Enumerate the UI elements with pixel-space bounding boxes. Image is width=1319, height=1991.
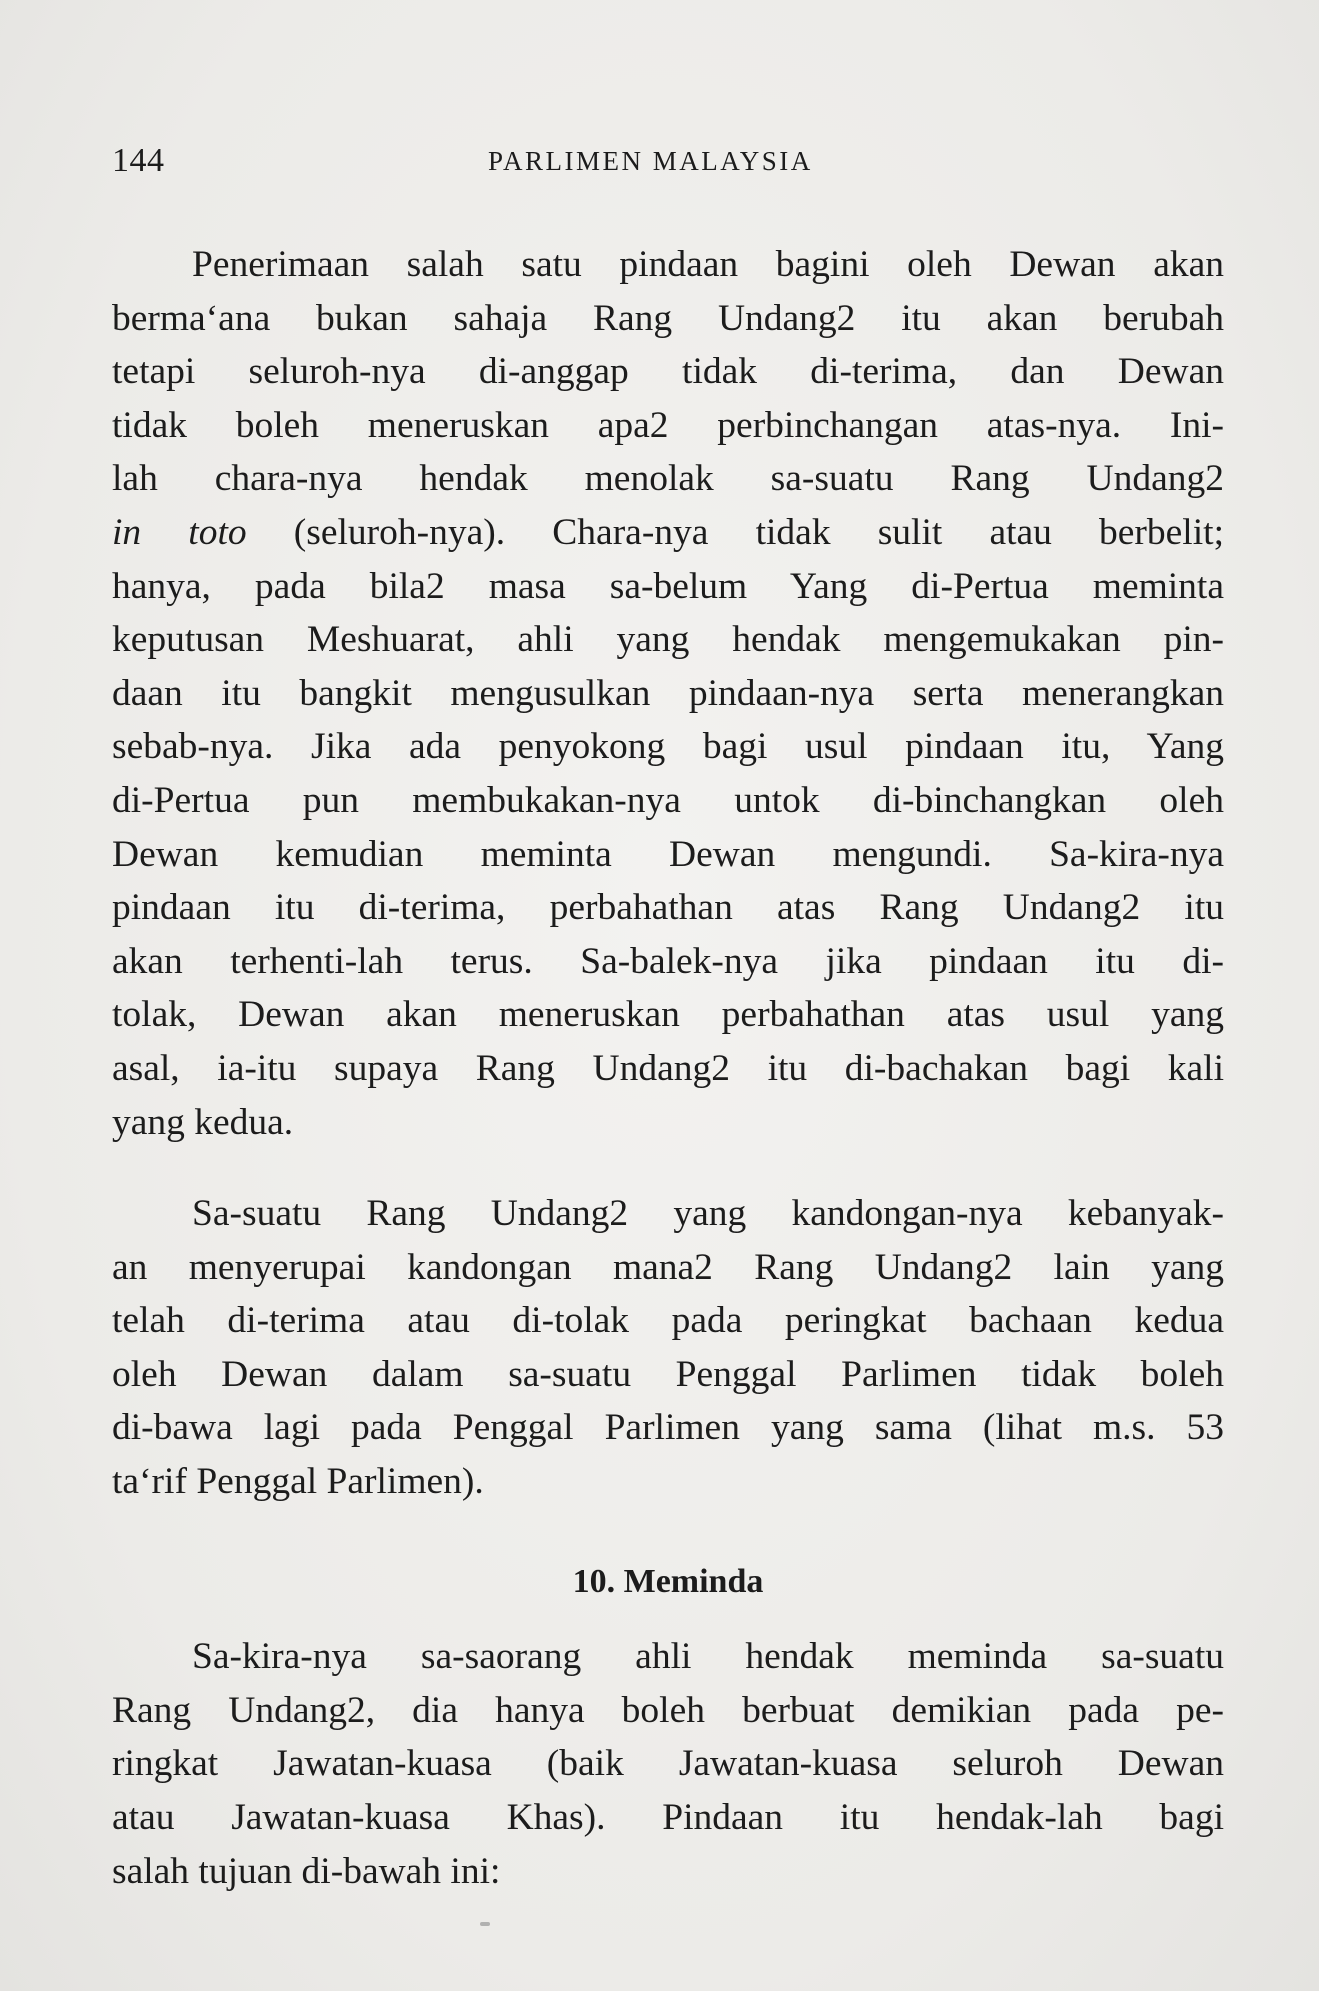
text-line: di-bawa lagi pada Penggal Parlimen yang sama (lihat m.s. 53 — [112, 1407, 1224, 1449]
text-line: keputusan Meshuarat, ahli yang hendak mengemukakan pin- — [112, 619, 1224, 661]
text-line: ta‘rif Penggal Parlimen). — [112, 1461, 484, 1503]
paragraph-3 — [112, 1630, 1224, 1898]
text-line: berma‘ana bukan sahaja Rang Undang2 itu akan berubah — [112, 297, 1224, 339]
text-line: hanya, pada bila2 masa sa-belum Yang di-Pertua meminta — [112, 565, 1224, 607]
paper-speck — [480, 1922, 490, 1926]
text-line: Sa-suatu Rang Undang2 yang kandongan-nya kebanyak- — [192, 1193, 1224, 1235]
text-line: lah chara-nya hendak menolak sa-suatu Rang Undang2 — [112, 458, 1224, 500]
italic-phrase: in toto — [112, 511, 247, 553]
text-line: oleh Dewan dalam sa-suatu Penggal Parlimen tidak boleh — [112, 1353, 1224, 1395]
text-line: Dewan kemudian meminta Dewan mengundi. Sa-kira-nya — [112, 833, 1224, 875]
text-line: Penerimaan salah satu pindaan bagini oleh Dewan akan — [192, 244, 1224, 285]
text-line: sebab-nya. Jika ada penyokong bagi usul pindaan itu, Yang — [112, 726, 1224, 768]
paragraph-2 — [112, 1187, 1224, 1509]
text-line: daan itu bangkit mengusulkan pindaan-nya serta menerangkan — [112, 672, 1224, 714]
text-line — [112, 506, 1224, 560]
section-heading: 10. Meminda — [572, 1562, 764, 1600]
heading-gap — [112, 1509, 1224, 1555]
text-line: telah di-terima atau di-tolak pada peringkat bachaan kedua — [112, 1300, 1224, 1342]
text-line: atau Jawatan-kuasa Khas). Pindaan itu hendak-lah bagi — [112, 1797, 1224, 1839]
text-line: salah tujuan di-bawah ini: — [112, 1850, 501, 1892]
text-line: yang kedua. — [112, 1101, 294, 1143]
text-line: tolak, Dewan akan meneruskan perbahathan atas usul yang — [112, 994, 1224, 1036]
text-line: asal, ia-itu supaya Rang Undang2 itu di-bachakan bagi kali — [112, 1047, 1224, 1089]
paragraph-gap — [112, 1149, 1224, 1187]
text-line: tidak boleh meneruskan apa2 perbinchangan atas-nya. Ini- — [112, 404, 1224, 446]
page-number: 144 — [112, 142, 165, 179]
text-line-rest: (seluroh-nya). Chara-nya tidak sulit atau berbelit; — [246, 511, 1224, 553]
text-line: pindaan itu di-terima, perbahathan atas Rang Undang2 itu — [112, 887, 1224, 929]
heading-gap — [112, 1608, 1224, 1630]
text-line: tetapi seluroh-nya di-anggap tidak di-terima, dan Dewan — [112, 351, 1224, 393]
text-line: ringkat Jawatan-kuasa (baik Jawatan-kuasa seluroh Dewan — [112, 1743, 1224, 1785]
text-line: akan terhenti-lah terus. Sa-balek-nya jika pindaan itu di- — [112, 940, 1224, 982]
paragraph-1 — [112, 238, 1224, 1149]
text-line: an menyerupai kandongan mana2 Rang Undang2 lain yang — [112, 1246, 1224, 1288]
body-text — [112, 238, 1224, 1898]
text-line: Rang Undang2, dia hanya boleh berbuat demikian pada pe- — [112, 1689, 1224, 1731]
running-head — [112, 142, 1224, 182]
text-line: Sa-kira-nya sa-saorang ahli hendak meminda sa-suatu — [192, 1636, 1224, 1678]
text-line: di-Pertua pun membukakan-nya untok di-binchangkan oleh — [112, 779, 1224, 821]
running-title: PARLIMEN MALAYSIA — [488, 146, 813, 176]
